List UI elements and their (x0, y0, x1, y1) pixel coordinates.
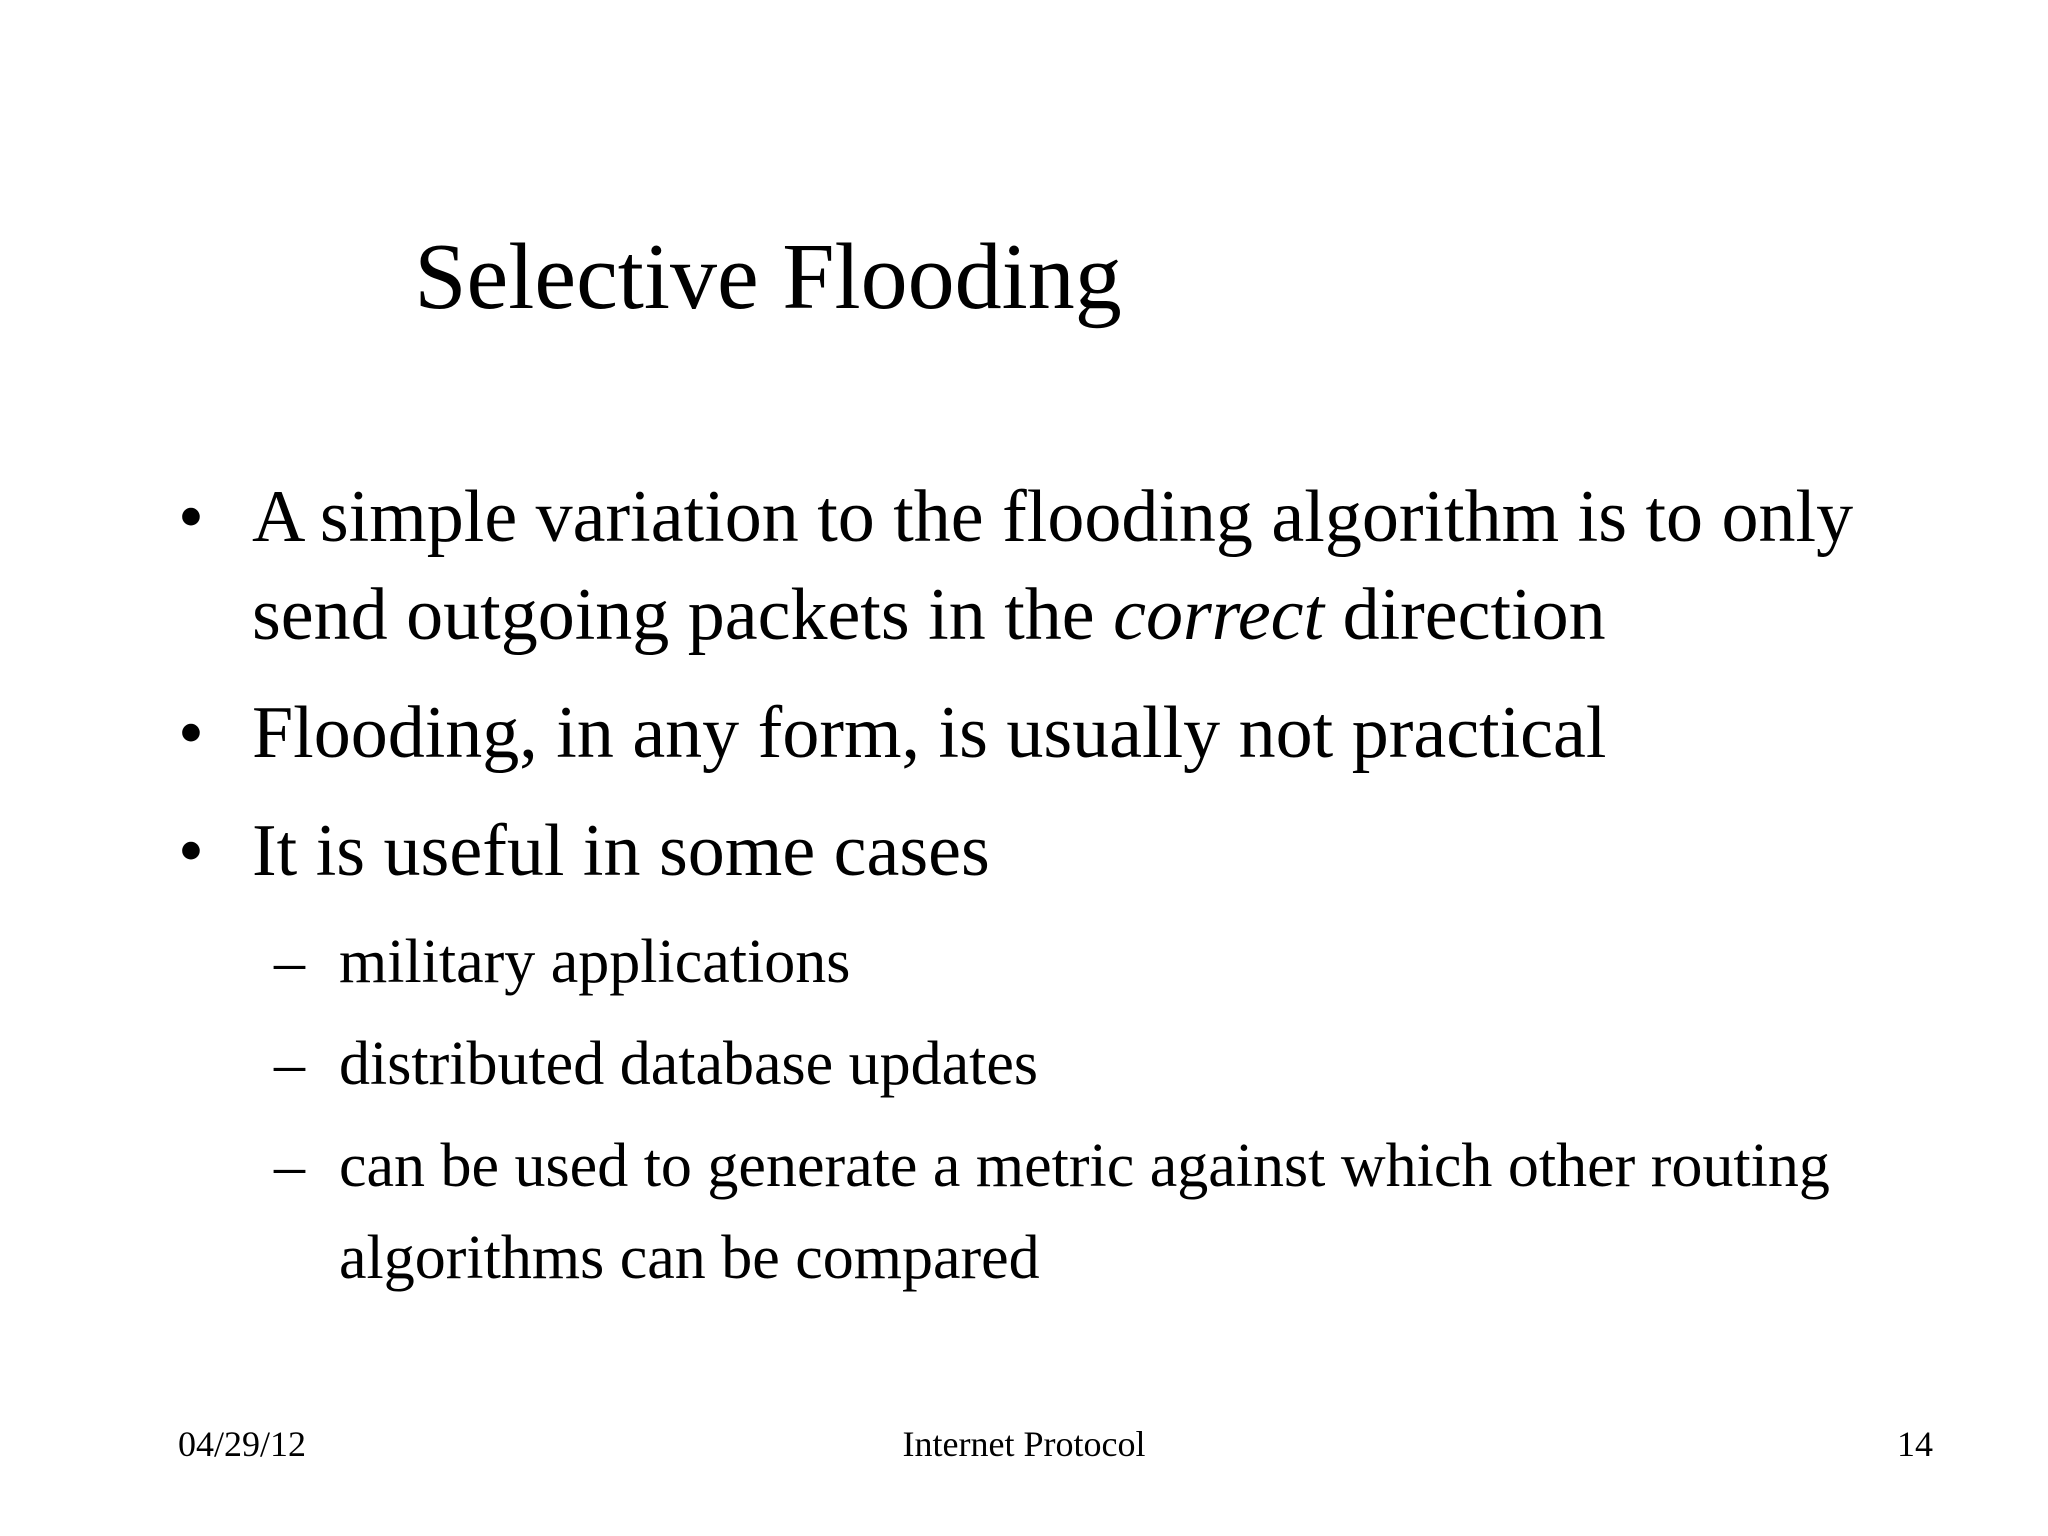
bullet-list (178, 468, 1918, 1314)
sub-bullet-list (274, 916, 1918, 1304)
bullet-dot-3: • (178, 810, 204, 892)
bullet-text-2: Flooding, in any form, is usually not practical (252, 692, 1607, 774)
bullet-item-1 (178, 468, 1918, 664)
sub-bullet-item-3 (274, 1120, 1918, 1304)
bullet-text-1-part-2: correct (1113, 574, 1325, 656)
footer-date: 04/29/12 (178, 1424, 307, 1464)
bullet-text-1-part-1: A simple variation to the flooding algorithm is to only send outgoing packets in the (252, 476, 1854, 656)
bullet-dot-1: • (178, 476, 204, 558)
sub-bullet-text-1: military applications (339, 928, 851, 996)
sub-bullet-dash-2: – (274, 1030, 305, 1098)
sub-bullet-text-3: can be used to generate a metric against which other routing algorithms can be compared (339, 1132, 1830, 1292)
footer-page-number: 14 (1897, 1424, 1933, 1464)
footer-title: Internet Protocol (902, 1424, 1146, 1464)
sub-bullet-dash-3: – (274, 1132, 305, 1200)
slide-title: Selective Flooding (414, 225, 1122, 329)
bullet-text-3: It is useful in some cases (252, 810, 990, 892)
sub-bullet-item-2 (274, 1018, 1918, 1110)
sub-bullet-item-1 (274, 916, 1918, 1008)
bullet-dot-2: • (178, 692, 204, 774)
sub-bullet-dash-1: – (274, 928, 305, 996)
bullet-text-1-part-3: direction (1324, 574, 1606, 656)
bullet-item-2 (178, 684, 1918, 782)
bullet-item-3 (178, 802, 1918, 900)
sub-bullet-text-2: distributed database updates (339, 1030, 1039, 1098)
